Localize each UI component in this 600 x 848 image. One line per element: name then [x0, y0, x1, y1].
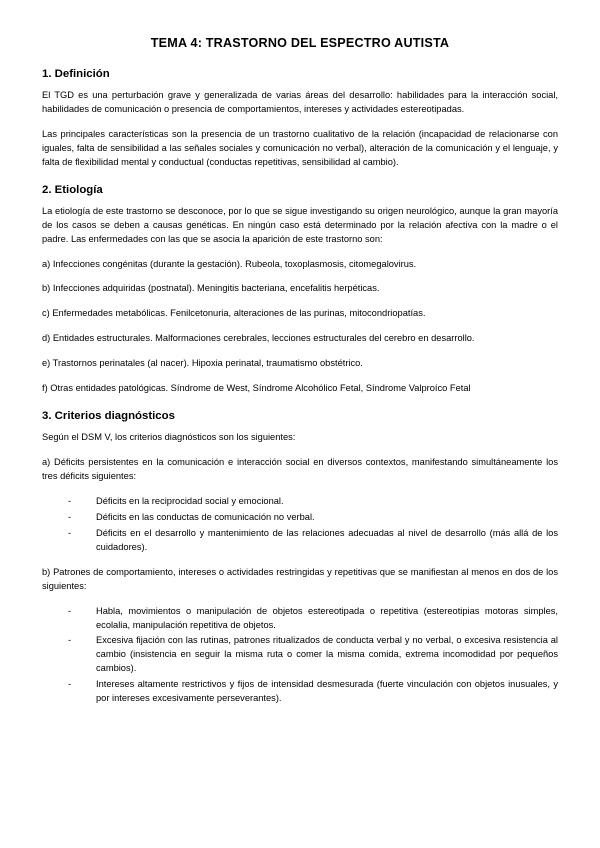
page-title: TEMA 4: TRASTORNO DEL ESPECTRO AUTISTA	[150, 36, 450, 50]
list-item: - Déficits en el desarrollo y mantenimiento de las relaciones adecuadas al nivel de desarrollo (más allá de los cuidadores).	[68, 527, 558, 555]
criteria-lead-b: b) Patrones de comportamiento, intereses o actividades restringidas y repetitivas que se manifiestan al menos en dos de los siguientes:	[42, 566, 558, 591]
paragraph: La etiología de este trastorno se desconoce, por lo que se sigue investigando su origen neurológico, aunque la gran mayoría de los casos se deben a causas genéticas. En ningún caso está determinado por la relación afectiva con la madre o el padre. Las enfermedades con las que se asocia la aparición de este trastorno son:	[42, 205, 558, 244]
section-heading-definicion: 1. Definición	[42, 68, 110, 80]
list-item: - Déficits en la reciprocidad social y emocional.	[68, 495, 558, 509]
criteria-list-a	[42, 495, 558, 555]
paragraph: Las principales características son la presencia de un trastorno cualitativo de la relación (incapacidad de relacionarse con iguales, falta de sensibilidad a las señales sociales y comunicación no verbal), alteración de la comunicación y el lenguaje, y falta de flexibilidad mental y conductual (conductas repetitivas, sensibilidad al cambio).	[42, 128, 558, 167]
paragraph: El TGD es una perturbación grave y generalizada de varias áreas del desarrollo: habilidades para la interacción social, habilidades de comunicación o presencia de comportamientos, intereses y actividades estereotipadas.	[42, 90, 558, 114]
list-item: - Excesiva fijación con las rutinas, patrones ritualizados de conducta verbal y no verbal, o excesiva resistencia al cambio (insistencia en seguir la misma ruta o comer la misma comida, extrema incomodidad por pequeños cambios).	[68, 634, 558, 676]
criteria-list-b	[42, 605, 558, 707]
list-item: c) Enfermedades metabólicas. Fenilcetonuria, alteraciones de las purinas, mitocondriopatías.	[42, 308, 426, 319]
list-item: e) Trastornos perinatales (al nacer). Hipoxia perinatal, traumatismo obstétrico.	[42, 358, 363, 369]
list-item: d) Entidades estructurales. Malformaciones cerebrales, lecciones estructurales del cerebro en desarrollo.	[42, 333, 475, 344]
list-item: f) Otras entidades patológicas. Síndrome de West, Síndrome Alcohólico Fetal, Síndrome Valproíco Fetal	[42, 383, 471, 394]
list-item: - Intereses altamente restrictivos y fijos de intensidad desmesurada (fuerte vinculación con objetos inusuales, y por intereses excesivamente perseverantes).	[68, 678, 558, 706]
section-heading-criterios-diagnosticos: 3. Criterios diagnósticos	[42, 410, 175, 423]
criteria-lead-a: a) Déficits persistentes en la comunicación e interacción social en diversos contextos, manifestando simultáneamente los tres déficits siguientes:	[42, 457, 558, 481]
section-heading-etiologia: 2. Etiología	[42, 183, 103, 196]
list-item: b) Infecciones adquiridas (postnatal). Meningitis bacteriana, encefalitis herpéticas.	[42, 283, 380, 294]
list-item: - Déficits en las conductas de comunicación no verbal.	[68, 511, 558, 525]
list-item: a) Infecciones congénitas (durante la gestación). Rubeola, toxoplasmosis, citomegalovirus.	[42, 258, 417, 269]
list-item: - Habla, movimientos o manipulación de objetos estereotipada o repetitiva (estereotipias motoras simples, ecolalia, manipulación repetitiva de objetos.	[68, 605, 558, 633]
paragraph: Según el DSM V, los criterios diagnósticos son los siguientes:	[42, 432, 296, 443]
